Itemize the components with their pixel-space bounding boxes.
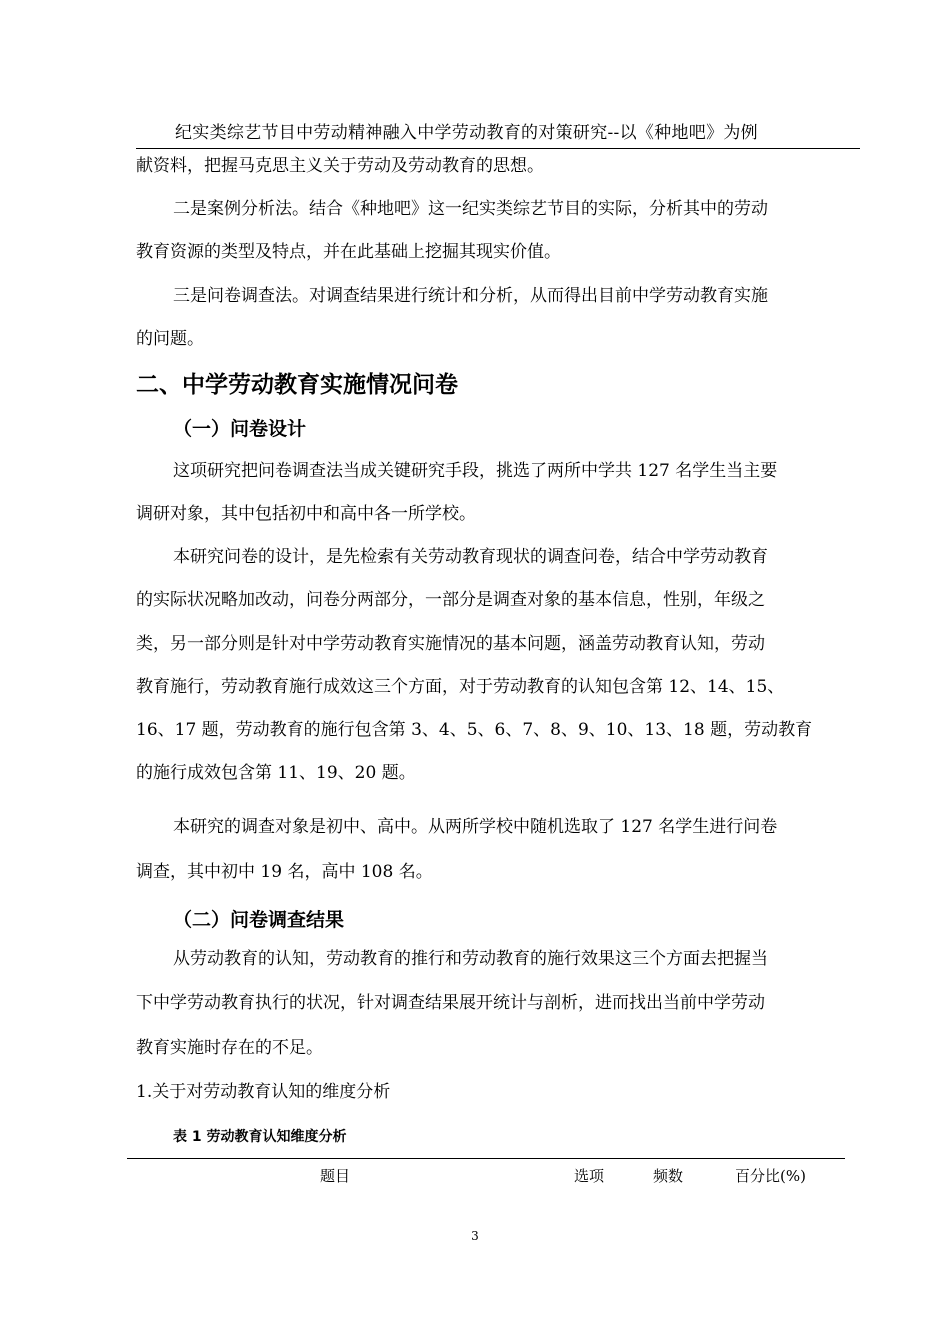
subsection-heading: （一）问卷设计 xyxy=(173,418,307,440)
paragraph-line: 的施行成效包含第 11、19、20 题。 xyxy=(136,763,416,783)
paragraph-line: 三是问卷调查法。对调查结果进行统计和分析，从而得出目前中学劳动教育实施 xyxy=(173,286,768,306)
running-header: 纪实类综艺节目中劳动精神融入中学劳动教育的对策研究--以《种地吧》为例 xyxy=(175,123,758,143)
paragraph-line: 类，另一部分则是针对中学劳动教育实施情况的基本问题，涵盖劳动教育认知，劳动 xyxy=(136,634,765,654)
paragraph-line: 从劳动教育的认知，劳动教育的推行和劳动教育的施行效果这三个方面去把握当 xyxy=(173,949,768,969)
table-header-cell: 题目 xyxy=(320,1167,351,1185)
table-top-rule xyxy=(127,1158,845,1159)
paragraph-line: 教育实施时存在的不足。 xyxy=(136,1038,323,1058)
paragraph-line: 下中学劳动教育执行的状况，针对调查结果展开统计与剖析，进而找出当前中学劳动 xyxy=(136,993,765,1013)
paragraph-line: 本研究问卷的设计，是先检索有关劳动教育现状的调查问卷，结合中学劳动教育 xyxy=(173,547,768,567)
paragraph-line: 调查，其中初中 19 名，高中 108 名。 xyxy=(136,862,433,882)
table-header-cell: 百分比(%) xyxy=(735,1167,806,1185)
paragraph-line: 二是案例分析法。结合《种地吧》这一纪实类综艺节目的实际，分析其中的劳动 xyxy=(173,199,768,219)
table-header-cell: 频数 xyxy=(653,1167,684,1185)
header-rule xyxy=(136,148,860,149)
page-number: 3 xyxy=(471,1229,479,1243)
list-item-heading: 1.关于对劳动教育认知的维度分析 xyxy=(136,1082,391,1102)
paragraph-line: 调研对象，其中包括初中和高中各一所学校。 xyxy=(136,504,476,524)
paragraph-line: 这项研究把问卷调查法当成关键研究手段，挑选了两所中学共 127 名学生当主要 xyxy=(173,461,778,481)
paragraph-line: 16、17 题，劳动教育的施行包含第 3、4、5、6、7、8、9、10、13、18 题，劳动教育 xyxy=(136,720,813,740)
paragraph-line: 教育资源的类型及特点，并在此基础上挖掘其现实价值。 xyxy=(136,242,561,262)
table-header-cell: 选项 xyxy=(574,1167,605,1185)
paragraph-line: 的问题。 xyxy=(136,329,204,349)
table-caption: 表 1 劳动教育认知维度分析 xyxy=(173,1129,347,1145)
paragraph-line: 的实际状况略加改动，问卷分两部分，一部分是调查对象的基本信息，性别，年级之 xyxy=(136,590,765,610)
paragraph-line: 献资料，把握马克思主义关于劳动及劳动教育的思想。 xyxy=(136,156,544,176)
subsection-heading: （二）问卷调查结果 xyxy=(173,909,345,931)
paragraph-line: 教育施行，劳动教育施行成效这三个方面，对于劳动教育的认知包含第 12、14、15、 xyxy=(136,677,785,697)
section-heading: 二、中学劳动教育实施情况问卷 xyxy=(136,372,458,398)
paragraph-line: 本研究的调查对象是初中、高中。从两所学校中随机选取了 127 名学生进行问卷 xyxy=(173,817,778,837)
